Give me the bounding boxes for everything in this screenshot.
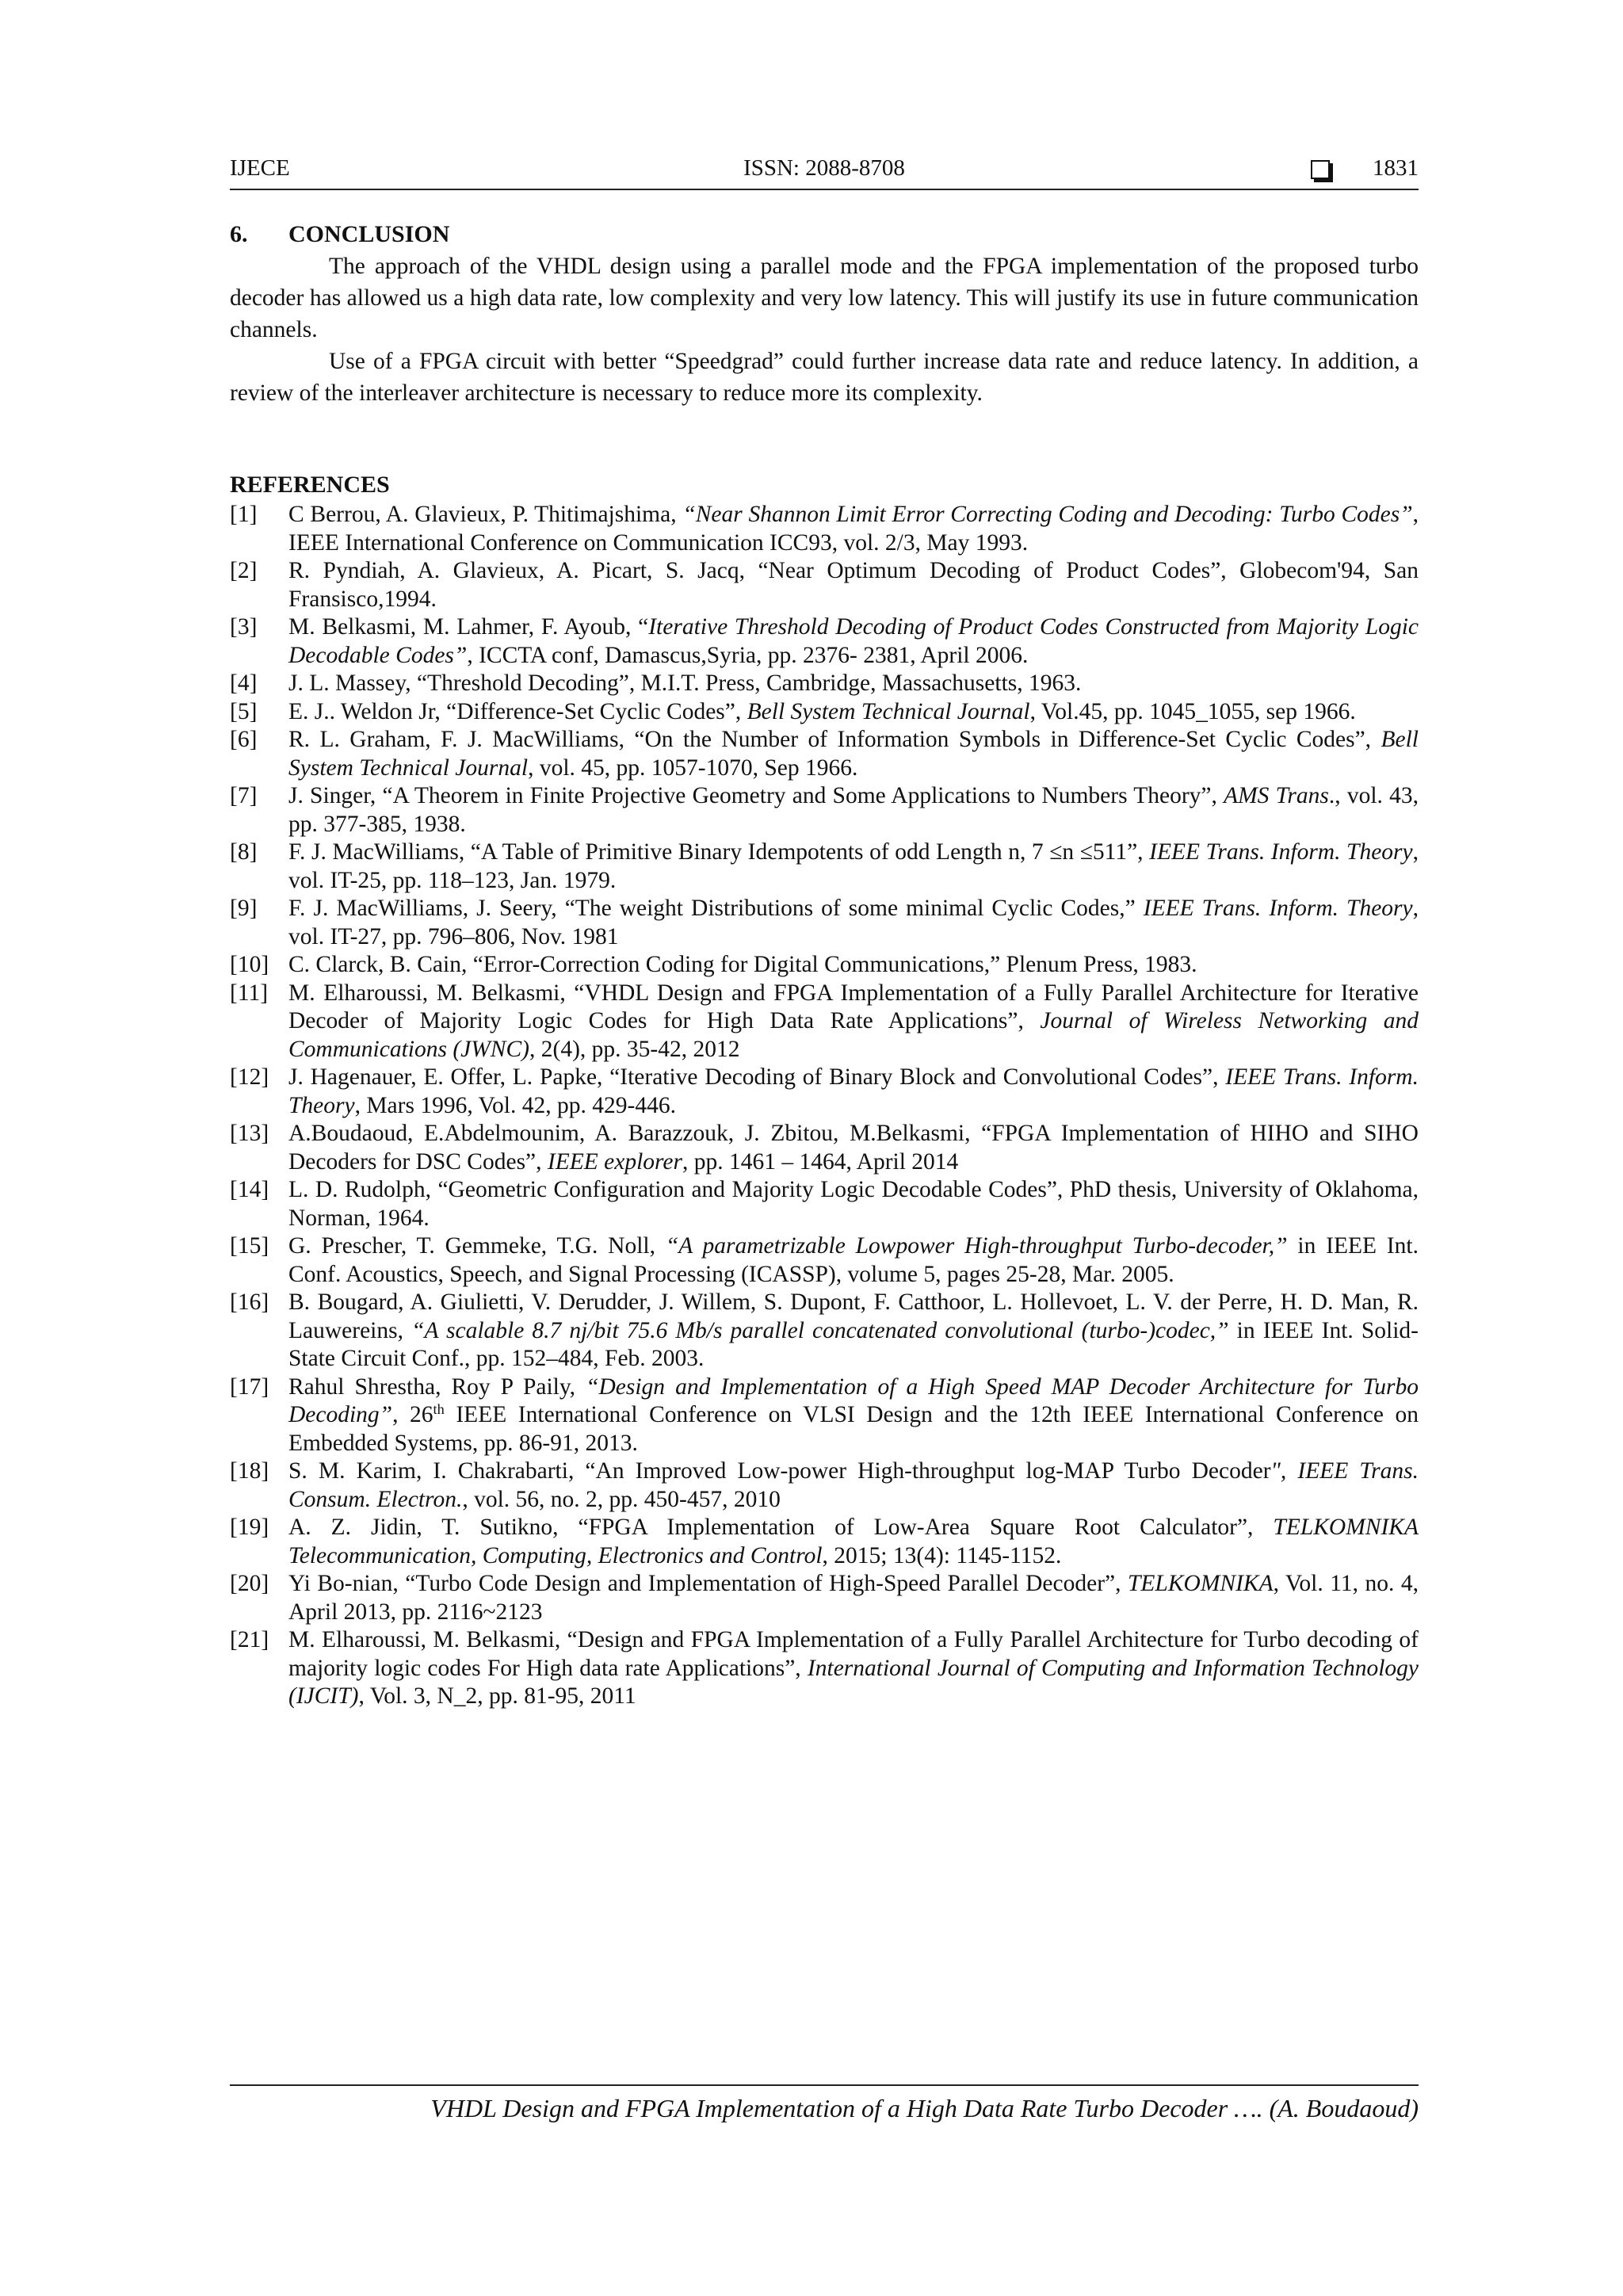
reference-item [230,501,1419,557]
page-footer [230,2084,1419,2123]
reference-item [230,726,1419,782]
main-content [230,219,1419,1711]
reference-text: J. Hagenauer, E. Offer, L. Papke, “Iterative Decoding of Binary Block and Convolutional Codes”, IEEE Trans. Inform. Theory, Mars 1996, Vol. 42, pp. 429-446. [288,1064,1419,1118]
reference-number: [12] [230,1064,269,1090]
reference-number: [9] [230,896,258,921]
reference-item [230,1457,1419,1514]
square-box-icon [1311,160,1330,179]
reference-number: [3] [230,614,258,640]
reference-text: G. Prescher, T. Gemmeke, T.G. Noll, “A parametrizable Lowpower High-throughput Turbo-decoder,” in IEEE Int. Conf. Acoustics, Speech, and Signal Processing (ICASSP), volume 5, pages 25-28, Mar. 2005. [288,1233,1419,1287]
reference-item [230,1373,1419,1458]
reference-number: [10] [230,952,269,977]
reference-item [230,1232,1419,1289]
references-heading: REFERENCES [230,472,390,498]
reference-item [230,1626,1419,1711]
reference-number: [5] [230,698,258,724]
reference-text: Rahul Shrestha, Roy P Paily, “Design and Implementation of a High Speed MAP Decoder Architecture for Turbo Decoding”, 26th IEEE International Conference on VLSI Design and the 12th IEEE International Conference on Embedded Systems, pp. 86-91, 2013. [288,1373,1419,1456]
reference-text: F. J. MacWilliams, “A Table of Primitive Binary Idempotents of odd Length n, 7 ≤n ≤511”, IEEE Trans. Inform. Theory, vol. IT-25, pp. 118–123, Jan. 1979. [288,839,1419,893]
section-heading [230,219,1419,250]
journal-name: IJECE [230,155,290,181]
reference-item [230,1570,1419,1626]
reference-item [230,1514,1419,1570]
reference-text: L. D. Rudolph, “Geometric Configuration and Majority Logic Decodable Codes”, PhD thesis, University of Oklahoma, Norman, 1964. [288,1177,1419,1231]
reference-item [230,980,1419,1064]
reference-item [230,613,1419,670]
reference-item [230,1176,1419,1232]
reference-text: J. L. Massey, “Threshold Decoding”, M.I.T. Press, Cambridge, Massachusetts, 1963. [288,670,1082,696]
reference-text: R. Pyndiah, A. Glavieux, A. Picart, S. Jacq, “Near Optimum Decoding of Product Codes”, Globecom'94, San Fransisco,1994. [288,558,1419,612]
page-number: 1831 [1373,155,1419,181]
reference-item [230,1289,1419,1373]
reference-text: F. J. MacWilliams, J. Seery, “The weight Distributions of some minimal Cyclic Codes,” IEEE Trans. Inform. Theory, vol. IT-27, pp. 796–806, Nov. 1981 [288,896,1419,949]
reference-number: [14] [230,1177,269,1202]
reference-number: [11] [230,980,269,1006]
section-title: CONCLUSION [288,221,450,247]
reference-text: E. J.. Weldon Jr, “Difference-Set Cyclic Codes”, Bell System Technical Journal, Vol.45, pp. 1045_1055, sep 1966. [288,698,1356,724]
reference-number: [6] [230,727,258,752]
reference-text: C Berrou, A. Glavieux, P. Thitimajshima, “Near Shannon Limit Error Correcting Coding and Decoding: Turbo Codes”, IEEE International Conference on Communication ICC93, vol. 2/3, May 1993. [288,502,1419,556]
reference-text: B. Bougard, A. Giulietti, V. Derudder, J. Willem, S. Dupont, F. Catthoor, L. Hollevoet, L. V. der Perre, H. D. Man, R. Lauwereins, “A scalable 8.7 nj/bit 75.6 Mb/s parallel concatenated convolutional (turbo-)codec,” in IEEE Int. Solid-State Circuit Conf., pp. 152–484, Feb. 2003. [288,1289,1419,1371]
running-title: VHDL Design and FPGA Implementation of a High Data Rate Turbo Decoder …. (A. Boudaoud) [430,2094,1419,2122]
reference-text: Yi Bo-nian, “Turbo Code Design and Implementation of High-Speed Parallel Decoder”, TELKOMNIKA, Vol. 11, no. 4, April 2013, pp. 2116~2123 [288,1571,1419,1625]
reference-text: S. M. Karim, I. Chakrabarti, “An Improved Low-power High-throughput log-MAP Turbo Decoder", IEEE Trans. Consum. Electron., vol. 56, no. 2, pp. 450-457, 2010 [288,1458,1419,1512]
reference-number: [7] [230,783,258,808]
reference-text: A. Z. Jidin, T. Sutikno, “FPGA Implementation of Low-Area Square Root Calculator”, TELKOMNIKA Telecommunication, Computing, Electronics and Control, 2015; 13(4): 1145-1152. [288,1515,1419,1568]
reference-text: C. Clarck, B. Cain, “Error-Correction Coding for Digital Communications,” Plenum Press, 1983. [288,952,1197,977]
reference-text: M. Elharoussi, M. Belkasmi, “VHDL Design and FPGA Implementation of a Fully Parallel Architecture for Iterative Decoder of Majority Logic Codes for High Data Rate Applications”, Journal of Wireless Networking and Communications (JWNC), 2(4), pp. 35-42, 2012 [288,980,1419,1062]
reference-text: A.Boudaoud, E.Abdelmounim, A. Barazzouk, J. Zbitou, M.Belkasmi, “FPGA Implementation of HIHO and SIHO Decoders for DSC Codes”, IEEE explorer, pp. 1461 – 1464, April 2014 [288,1121,1419,1175]
reference-text: M. Elharoussi, M. Belkasmi, “Design and FPGA Implementation of a Fully Parallel Architecture for Turbo decoding of majority logic codes For High data rate Applications”, International Journal of Computing and Information Technology (IJCIT), Vol. 3, N_2, pp. 81-95, 2011 [288,1627,1419,1709]
reference-number: [21] [230,1627,269,1652]
reference-number: [20] [230,1571,269,1596]
references-list [230,501,1419,1711]
reference-item [230,951,1419,980]
reference-number: [4] [230,670,258,696]
reference-number: [18] [230,1458,269,1484]
section-number: 6. [230,221,248,247]
reference-number: [19] [230,1515,269,1540]
page-number-group [1311,155,1419,181]
page-header [230,155,1419,190]
reference-item [230,895,1419,951]
reference-number: [13] [230,1121,269,1146]
reference-item [230,839,1419,895]
reference-item [230,698,1419,727]
reference-number: [16] [230,1289,269,1315]
reference-text: R. L. Graham, F. J. MacWilliams, “On the Number of Information Symbols in Difference-Set Cyclic Codes”, Bell System Technical Journal, vol. 45, pp. 1057-1070, Sep 1966. [288,727,1419,781]
reference-text: M. Belkasmi, M. Lahmer, F. Ayoub, “Iterative Threshold Decoding of Product Codes Constructed from Majority Logic Decodable Codes”, ICCTA conf, Damascus,Syria, pp. 2376- 2381, April 2006. [288,614,1419,668]
reference-item [230,1064,1419,1120]
reference-number: [2] [230,558,258,583]
conclusion-paragraph-1: The approach of the VHDL design using a parallel mode and the FPGA implementation of the proposed turbo decoder has allowed us a high data rate, low complexity and very low latency. This will justify its use in future communication channels. [230,254,1419,342]
reference-item [230,557,1419,613]
reference-item [230,782,1419,839]
reference-text: J. Singer, “A Theorem in Finite Projective Geometry and Some Applications to Numbers Theory”, AMS Trans., vol. 43, pp. 377-385, 1938. [288,783,1419,837]
reference-number: [8] [230,839,258,865]
reference-item [230,1120,1419,1176]
reference-item [230,670,1419,698]
issn: ISSN: 2088-8708 [743,155,905,181]
reference-number: [17] [230,1373,269,1400]
reference-number: [15] [230,1233,269,1259]
conclusion-paragraph-2: Use of a FPGA circuit with better “Speedgrad” could further increase data rate and reduce latency. In addition, a review of the interleaver architecture is necessary to reduce more its complexity. [230,349,1419,406]
reference-number: [1] [230,502,258,527]
